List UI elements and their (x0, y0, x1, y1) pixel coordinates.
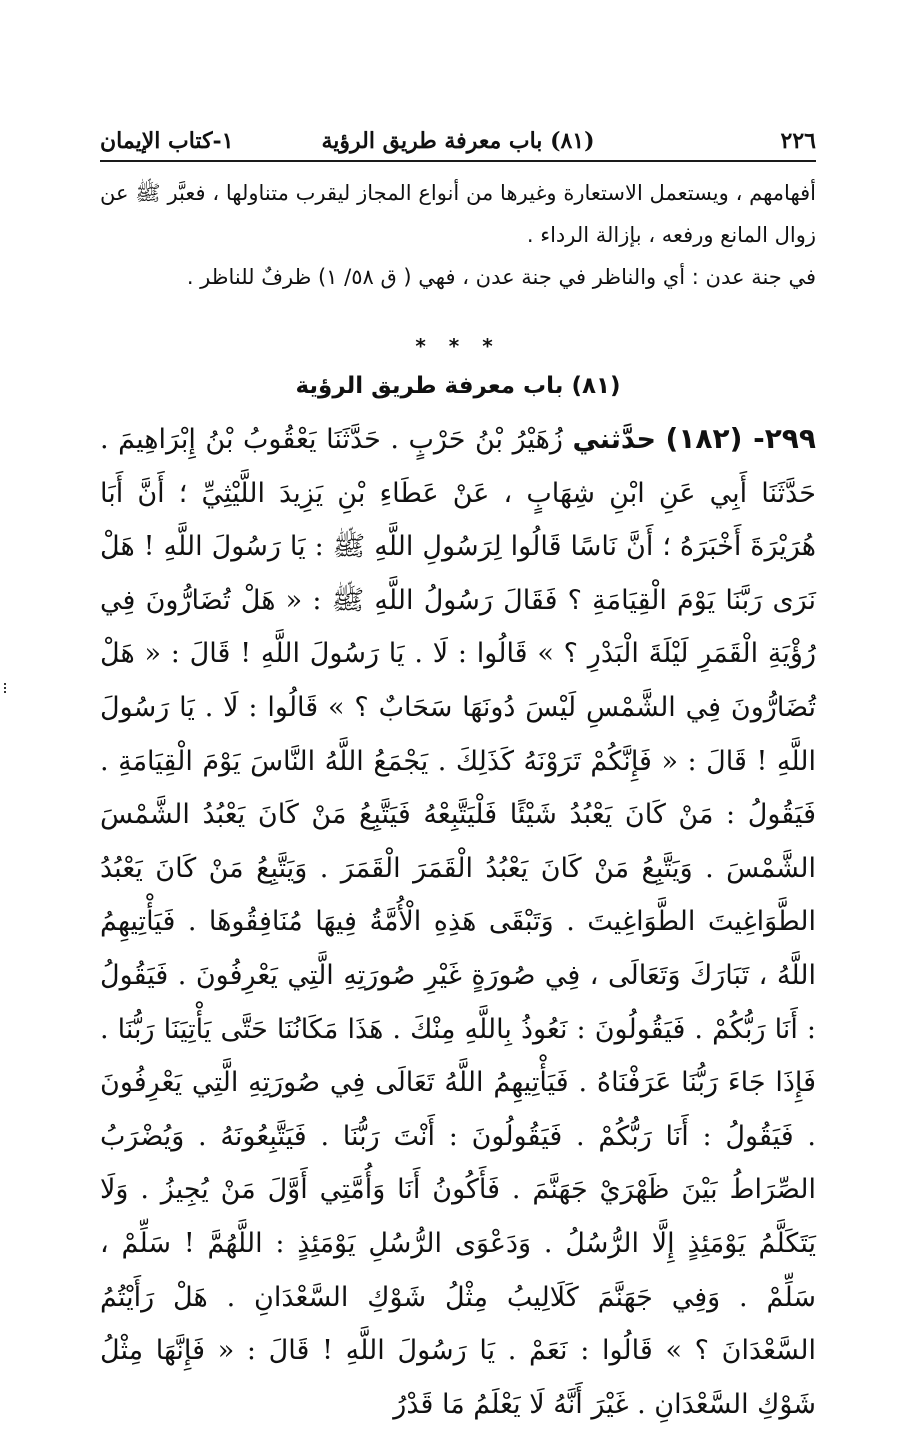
hadith-lead-word: حدَّثني (572, 424, 656, 455)
commentary-notes (100, 172, 816, 298)
header-chapter-title: (٨١) باب معرفة طريق الرؤية (321, 128, 595, 154)
note-paragraph: أفهامهم ، ويستعمل الاستعارة وغيرها من أنواع المجاز ليقرب متناولها ، فعبَّر ﷺ عن زوال المانع ورفعه ، بإزالة الرداء . (100, 181, 816, 247)
header-book-title: ١-كتاب الإيمان (100, 128, 234, 154)
running-header (100, 120, 816, 162)
page-number: ٢٢٦ (780, 128, 816, 154)
hadith-body: زُهَيْرُ بْنُ حَرْبٍ . حَدَّثَنَا يَعْقُوبُ بْنُ إِبْرَاهِيمَ . حَدَّثَنَا أَبِي عَنِ ابْنِ شِهَابٍ ، عَنْ عَطَاءِ بْنِ يَزِيدَ اللَّيْثِيِّ ؛ أَنَّ أَبَا هُرَيْرَةَ أَخْبَرَهُ ؛ أَنَّ نَاسًا قَالُوا لِرَسُولِ اللَّهِ ﷺ : يَا رَسُولَ اللَّهِ ! هَلْ نَرَى رَبَّنَا يَوْمَ الْقِيَامَةِ ؟ فَقَالَ رَسُولُ اللَّهِ ﷺ : « هَلْ تُضَارُّونَ فِي رُؤْيَةِ الْقَمَرِ لَيْلَةَ الْبَدْرِ ؟ » قَالُوا : لَا . يَا رَسُولَ اللَّهِ ! قَالَ : « هَلْ تُضَارُّونَ فِي الشَّمْسِ لَيْسَ دُونَهَا سَحَابٌ ؟ » قَالُوا : لَا . يَا رَسُولَ اللَّهِ ! قَالَ : « فَإِنَّكُمْ تَرَوْنَهُ كَذَلِكَ . يَجْمَعُ اللَّهُ النَّاسَ يَوْمَ الْقِيَامَةِ . فَيَقُولُ : مَنْ كَانَ يَعْبُدُ شَيْئًا فَلْيَتَّبِعْهُ فَيَتَّبِعُ مَنْ كَانَ يَعْبُدُ الشَّمْسَ الشَّمْسَ . وَيَتَّبِعُ مَنْ كَانَ يَعْبُدُ الْقَمَرَ الْقَمَرَ . وَيَتَّبِعُ مَنْ كَانَ يَعْبُدُ الطَّوَاغِيتَ الطَّوَاغِيتَ . وَتَبْقَى هَذِهِ الْأُمَّةُ فِيهَا مُنَافِقُوهَا . فَيَأْتِيهِمُ اللَّهُ ، تَبَارَكَ وَتَعَالَى ، فِي صُورَةٍ غَيْرِ صُورَتِهِ الَّتِي يَعْرِفُونَ . فَيَقُولُ : أَنَا رَبُّكُمْ . فَيَقُولُونَ : نَعُوذُ بِاللَّهِ مِنْكَ . هَذَا مَكَانُنَا حَتَّى يَأْتِيَنَا رَبُّنَا . فَإِذَا جَاءَ رَبُّنَا عَرَفْنَاهُ . فَيَأْتِيهِمُ اللَّهُ تَعَالَى فِي صُورَتِهِ الَّتِي يَعْرِفُونَ . فَيَقُولُ : أَنَا رَبُّكُمْ . فَيَقُولُونَ : أَنْتَ رَبُّنَا . فَيَتَّبِعُونَهُ . وَيُضْرَبُ الصِّرَاطُ بَيْنَ ظَهْرَيْ جَهَنَّمَ . فَأَكُونُ أَنَا وَأُمَّتِي أَوَّلَ مَنْ يُجِيزُ . وَلَا يَتَكَلَّمُ يَوْمَئِذٍ إِلَّا الرُّسُلُ . وَدَعْوَى الرُّسُلِ يَوْمَئِذٍ : اللَّهُمَّ ! سَلِّمْ ، سَلِّمْ . وَفِي جَهَنَّمَ كَلَالِيبُ مِثْلُ شَوْكِ السَّعْدَانِ . هَلْ رَأَيْتُمُ السَّعْدَانَ ؟ » قَالُوا : نَعَمْ . يَا رَسُولَ اللَّهِ ! قَالَ : « فَإِنَّهَا مِثْلُ شَوْكِ السَّعْدَانِ . غَيْرَ أَنَّهُ لَا يَعْلَمُ مَا قَدْرُ (100, 424, 816, 1420)
hadith-number: ٢٩٩- (١٨٢) (665, 422, 816, 455)
note-paragraph: في جنة عدن : أي والناظر في جنة عدن ، فهي ( ق ٥٨/ ١) ظرفٌ للناظر . (186, 265, 816, 289)
chapter-heading: (٨١) باب معرفة طريق الرؤية (295, 373, 621, 399)
margin-mark (4, 683, 10, 693)
hadith-text-block (100, 412, 816, 1431)
section-separator: * * * (415, 334, 501, 358)
